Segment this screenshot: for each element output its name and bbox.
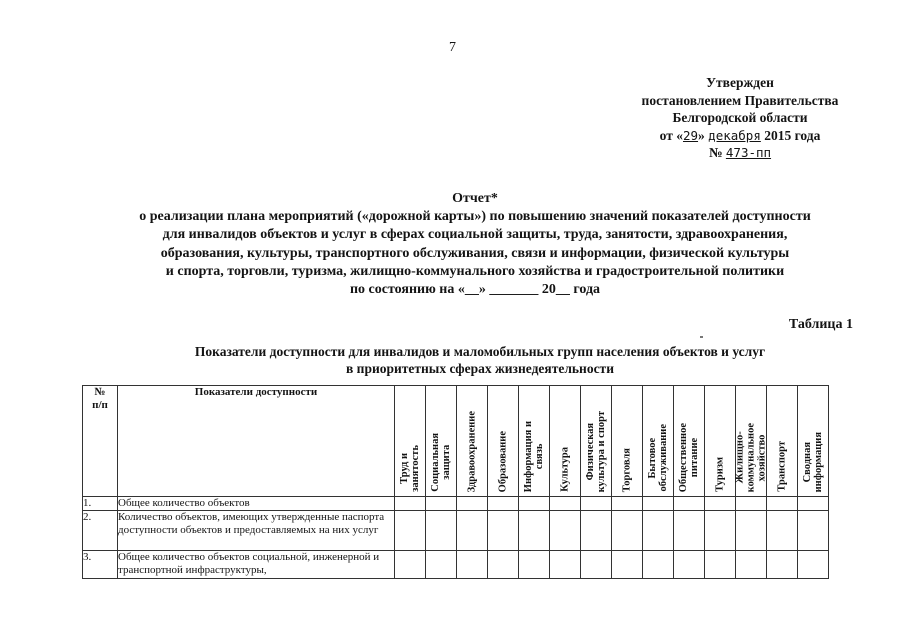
page-number: 7 [449,40,456,55]
header-number-line: № [94,386,106,398]
report-line: для инвалидов объектов и услуг в сферах социальной защиты, труда, занятости, здравоохранения, [162,227,788,243]
table-row [83,551,829,579]
report-line: о реализации плана мероприятий («дорожной карты») по повышению значений показателей доступности [139,209,811,225]
table-title-line-1: Показатели доступности для инвалидов и маломобильных групп населения объектов и услуг [194,344,766,359]
header-tourism: Туризм [705,386,736,497]
row-indicator: Количество объектов, имеющих утвержденные паспорта доступности объектов и предоставляемых на них услуг [118,511,395,551]
header-social-protection: Социальная защита [426,386,457,497]
header-sport: Физическая культура и спорт [581,386,612,497]
header-number-line: п/п [92,399,108,411]
approval-number [600,144,880,162]
header-education: Образование [488,386,519,497]
scan-speck [700,336,703,338]
report-title: Отчет* [452,191,498,206]
date-day: 29 [682,127,699,143]
header-indicators: Показатели доступности [118,386,395,497]
accessibility-table [82,385,829,579]
date-mid: » [698,127,705,143]
row-number: 3. [83,551,118,579]
header-healthcare: Здравоохранение [457,386,488,497]
number-prefix: № [708,145,723,160]
approval-date [600,127,880,145]
header-transport: Транспорт [767,386,798,497]
date-month: декабря [708,127,761,143]
row-number: 2. [83,511,118,551]
approval-line-1: Утвержден [706,75,774,90]
row-number: 1. [83,497,118,511]
report-heading [60,190,890,299]
header-number [83,386,118,497]
report-date-line: по состоянию на «__» _______ 20__ года [349,282,601,298]
row-indicator: Общее количество объектов социальной, инженерной и транспортной инфраструктуры, [118,551,395,579]
header-information: Информация и связь [519,386,550,497]
approval-line-2: постановлением Правительства [641,92,839,108]
number-value: 473-пп [725,145,772,160]
approval-line-3: Белгородской области [672,110,808,125]
header-culture: Культура [550,386,581,497]
table-row [83,511,829,551]
table-header-row [83,386,829,497]
report-line: и спорта, торговли, туризма, жилищно-коммунального хозяйства и градостроительной политики [165,263,785,279]
date-prefix: от « [659,127,683,143]
table-label: Таблица 1 [788,317,853,332]
header-catering: Общественное питание [674,386,705,497]
header-trade: Торговля [612,386,643,497]
row-indicator: Общее количество объектов [118,497,395,511]
header-summary: Сводная информация [798,386,829,497]
header-labor: Труд и занятость [395,386,426,497]
table-title-line-2: в приоритетных сферах жизнедеятельности [346,361,614,376]
table-row [83,497,829,511]
header-consumer-services: Бытовое обслуживание [643,386,674,497]
date-suffix: 2015 года [764,127,821,143]
approval-stamp [600,74,880,162]
header-housing: Жилищно- коммунальное хозяйство [736,386,767,497]
report-line: образования, культуры, транспортного обслуживания, связи и информации, физической культуры [160,245,790,261]
table-title [120,343,840,377]
